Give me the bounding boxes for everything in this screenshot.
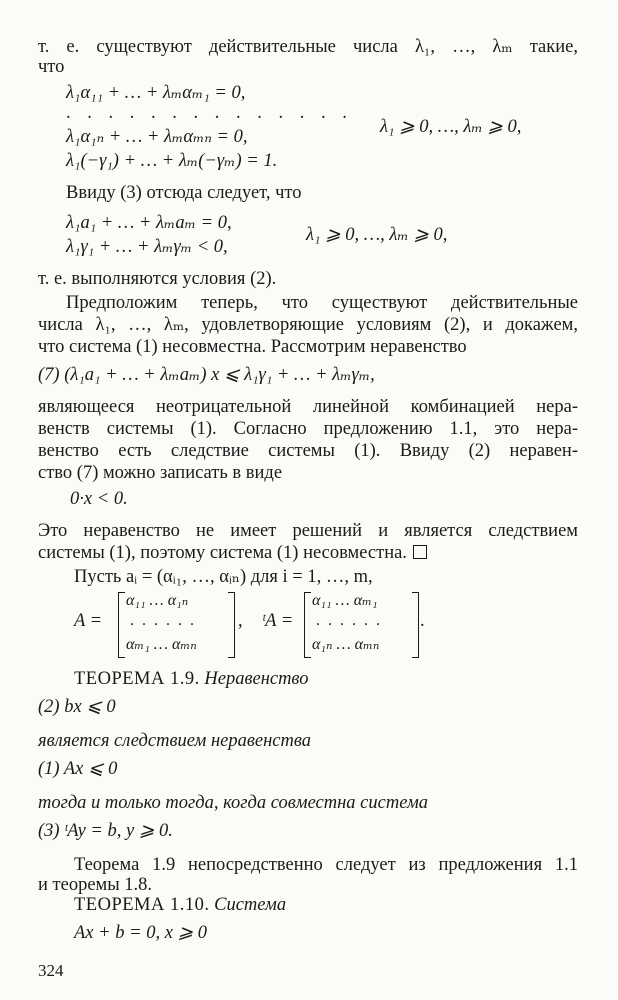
matrix-row: α₁₁ … α₁ₙ	[126, 592, 189, 609]
text-line: венств системы (1). Согласно предложению 1.1, это нера-	[38, 419, 578, 439]
matrix-bracket-left	[118, 592, 125, 658]
theorem-heading	[74, 892, 286, 918]
equation-line: 0·x < 0.	[70, 489, 128, 509]
qed-square-icon	[413, 545, 427, 559]
equation-line: Ax + b = 0, x ⩾ 0	[74, 923, 207, 943]
equation-line: λ₁(−γ₁) + … + λₘ(−γₘ) = 1.	[66, 151, 278, 171]
theorem-label: ТЕОРЕМА 1.10.	[74, 895, 210, 915]
theorem-text: является следствием неравенства	[38, 731, 311, 751]
matrix-row: αₘ₁ … αₘₙ	[126, 636, 197, 653]
equation-side: λ₁ ⩾ 0, …, λₘ ⩾ 0,	[380, 117, 522, 137]
equation-line: (1) Ax ⩽ 0	[38, 759, 118, 779]
theorem-label: ТЕОРЕМА 1.9.	[74, 669, 200, 689]
text-line: т. е. выполняются условия (2).	[38, 269, 277, 289]
matrix-row: . . . . . .	[316, 612, 382, 629]
text-line: Ввиду (3) отсюда следует, что	[66, 183, 302, 203]
text-line: Предположим теперь, что существуют действительные	[66, 293, 578, 313]
matrix-row: . . . . . .	[130, 612, 196, 629]
equation-line: (7) (λ₁a₁ + … + λₘaₘ) x ⩽ λ₁γ₁ + … + λₘγₘ,	[38, 365, 375, 385]
text-line: Пусть aᵢ = (αᵢ₁, …, αᵢₙ) для i = 1, …, m,	[74, 567, 373, 587]
matrix-row: α₁₁ … αₘ₁	[312, 592, 378, 609]
matrix-bracket-left	[304, 592, 311, 658]
text-line: т. е. существуют действительные числа λ₁, …, λₘ такие,	[38, 37, 578, 57]
equation-line: λ₁α₁ₙ + … + λₘαₘₙ = 0,	[66, 127, 248, 147]
text-line	[38, 540, 427, 566]
matrix-bracket-right	[228, 592, 235, 658]
separator-period: .	[420, 611, 425, 631]
theorem-heading	[74, 666, 308, 692]
matrix-row: α₁ₙ … αₘₙ	[312, 636, 380, 653]
equation-line: (2) bx ⩽ 0	[38, 697, 116, 717]
matrix-label: A =	[74, 611, 103, 631]
equation-line: λ₁a₁ + … + λₘaₘ = 0,	[66, 213, 232, 233]
equation-side: λ₁ ⩾ 0, …, λₘ ⩾ 0,	[306, 225, 448, 245]
text-line: числа λ₁, …, λₘ, удовлетворяющие условиям (2), и докажем,	[38, 315, 578, 335]
page-number: 324	[38, 961, 64, 980]
matrix-bracket-right	[412, 592, 419, 658]
separator-comma: ,	[238, 611, 243, 631]
text-line: являющееся неотрицательной линейной комбинацией нера-	[38, 397, 578, 417]
text-line: Теорема 1.9 непосредственно следует из предложения 1.1	[74, 855, 578, 875]
text-line: что система (1) несовместна. Рассмотрим неравенство	[38, 337, 467, 357]
equation-line: λ₁α₁₁ + … + λₘαₘ₁ = 0,	[66, 83, 246, 103]
theorem-title: Система	[214, 895, 287, 915]
equation-line: (3) ᵗAy = b, y ⩾ 0.	[38, 821, 173, 841]
text-line: что	[38, 57, 65, 77]
theorem-text: тогда и только тогда, когда совместна система	[38, 793, 428, 813]
text-line: Это неравенство не имеет решений и является следствием	[38, 521, 578, 541]
text-line: венство есть следствие системы (1). Ввиду (2) нерaвен-	[38, 441, 578, 461]
matrix-label: ᵗA =	[262, 611, 294, 631]
text-line: и теоремы 1.8.	[38, 875, 153, 895]
text-span: системы (1), поэтому система (1) несовместна.	[38, 543, 407, 563]
equation-line: λ₁γ₁ + … + λₘγₘ < 0,	[66, 237, 228, 257]
equation-dots: . . . . . . . . . . . . . .	[66, 103, 353, 123]
theorem-title: Неравенство	[204, 669, 309, 689]
text-line: ство (7) можно записать в виде	[38, 463, 283, 483]
